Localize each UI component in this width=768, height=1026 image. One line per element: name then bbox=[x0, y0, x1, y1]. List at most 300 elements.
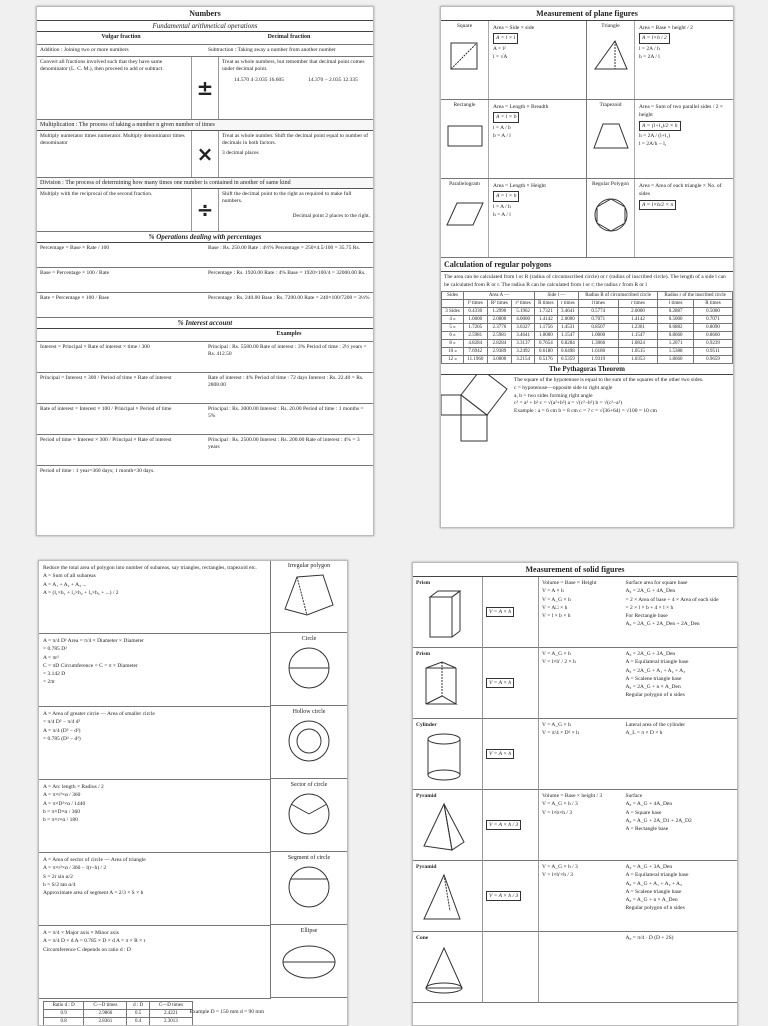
p3-formula-line: A = Sum of all subareas bbox=[43, 573, 96, 580]
pythagoras-example: Example : a = 6 cm b = 8 cm c = ? c = √(36+64) = √100 = 10 cm bbox=[514, 408, 657, 415]
polygon-table-cell: 1.7321 bbox=[534, 308, 557, 316]
polygon-table-cell: 4.8284 bbox=[463, 340, 487, 348]
poly-subheader-cell: l² times bbox=[463, 300, 487, 308]
p3-formula-line: b = π×D×α / 360 bbox=[43, 808, 80, 815]
polygon-table-cell: 0.7071 bbox=[578, 316, 618, 324]
multiplication-left: Multiply numerator times numerator. Multiply denominator times denominator bbox=[40, 132, 185, 147]
polygon-table-cell: 0.4330 bbox=[463, 308, 487, 316]
addition-label-row bbox=[37, 45, 373, 57]
pct-formula: Base = Percentage × 100 / Rate bbox=[40, 269, 110, 276]
polygon-table-cell: 4.0000 bbox=[512, 316, 535, 324]
multiplication-right bbox=[219, 131, 373, 177]
p3-formula-line: A = π×D²×α / 1440 bbox=[43, 800, 86, 807]
solid-volume-box-cell bbox=[483, 790, 539, 861]
p3-formula-line: S = 2r sin α/2 bbox=[43, 873, 73, 880]
divide-icon: ÷ bbox=[191, 189, 219, 231]
p3-figure-name: Sector of circle bbox=[290, 782, 328, 788]
trapezoid-formulas bbox=[635, 100, 733, 178]
interest-title: % Interest account bbox=[37, 318, 373, 329]
volume-formulas bbox=[542, 792, 625, 858]
polygon-table-cell: 0.8660 bbox=[658, 332, 694, 340]
polygon-table-row bbox=[442, 356, 733, 364]
th-radius-R: Radius R of circumscribed circle bbox=[578, 292, 657, 300]
irregular-polygon-icon bbox=[277, 569, 341, 621]
ratio-cell: 0.5 bbox=[127, 1010, 149, 1018]
polygon-table-cell: 1.9319 bbox=[578, 356, 618, 364]
p3-formula-line: = 2πr bbox=[43, 679, 55, 686]
th-sides: Sides bbox=[442, 292, 464, 300]
surface-formulas bbox=[625, 863, 734, 929]
surface-line: A₀ = A_G + 2A_D1 + 2A_D2 bbox=[625, 817, 692, 824]
division-example: Decimal point 2 places to the right. bbox=[292, 213, 370, 220]
p3-formula-line: Reduce the total area of polygon into number of subareas, say triangles, rectangles, trapezoid etc. bbox=[43, 565, 257, 571]
triangle-shape-icon bbox=[591, 35, 631, 75]
polygon-table-cell: 0.9659 bbox=[694, 356, 733, 364]
fig-name: Trapezoid bbox=[599, 102, 622, 108]
fig-formula: l = 2A / h bbox=[639, 45, 660, 52]
p3-formula-cell bbox=[39, 707, 271, 780]
addition-right bbox=[219, 57, 373, 119]
division-right bbox=[219, 189, 373, 231]
fig-formula: A = l × l bbox=[493, 33, 518, 43]
parallelogram-figure bbox=[441, 179, 489, 257]
polygon-table-cell: 3.2492 bbox=[512, 348, 535, 356]
p3-formula-line: C = πD Circumference = C = π × Diameter bbox=[43, 662, 138, 669]
ratio-cell: 2.8361 bbox=[84, 1018, 127, 1026]
p3-formula-line: A = π×r²×α / 360 − l(r−h) / 2 bbox=[43, 865, 107, 872]
rectangle-figure bbox=[441, 100, 489, 178]
polygon-table-cell: 2.8284 bbox=[487, 340, 512, 348]
poly-subheader-cell: R times bbox=[694, 300, 733, 308]
polygon-table-cell: 1.1547 bbox=[557, 332, 578, 340]
page-subtitle: Fundamental arithmetical operations bbox=[37, 21, 373, 32]
p3-formula-cell bbox=[39, 853, 271, 926]
p3-figure-name: Circle bbox=[301, 636, 317, 642]
pythagoras-c: c = hypotenuse—opposite side to right angle bbox=[514, 385, 613, 392]
volume-line: V = A × h bbox=[542, 588, 564, 595]
volume-line: Volume = Base × Height bbox=[542, 580, 597, 586]
solid-figure-cell bbox=[413, 861, 483, 932]
pythagoras-ab: a, b = two sides forming right angle bbox=[514, 392, 593, 399]
multiplication-right-text: Treat as whole number. Shift the decimal point equal to number of decimals in both factors. bbox=[222, 132, 369, 147]
polygon-table-cell: 10 » bbox=[442, 348, 464, 356]
interest-formula: Principal = Interest × 300 / Period of time × Rate of interest bbox=[40, 374, 172, 381]
percentage-title: % Operations dealing with percentages bbox=[37, 232, 373, 243]
polygon-table-cell: 5.1962 bbox=[512, 308, 535, 316]
surface-formulas bbox=[625, 792, 734, 858]
polygon-table-cell: 2.3776 bbox=[487, 324, 512, 332]
interest-row bbox=[37, 342, 373, 373]
pythagoras-equations: c² = a² + b² c = √(a²+b²) a = √(c²−b²) b = √(c²−a²) bbox=[514, 400, 623, 407]
polygon-table-cell: 12 » bbox=[442, 356, 464, 364]
polygon-table-cell: 0.5176 bbox=[534, 356, 557, 364]
solid-name: Pyramid bbox=[416, 793, 437, 799]
fig-area: Area = Length × Breadth bbox=[493, 104, 549, 110]
ratio-row bbox=[44, 1010, 193, 1018]
polygon-table-cell: 6 » bbox=[442, 332, 464, 340]
polygon-table-cell: 1.0353 bbox=[618, 356, 658, 364]
parallelogram-shape-icon bbox=[445, 193, 485, 233]
p3-formula-line: A = πr² bbox=[43, 654, 59, 661]
polygon-table-cell: 0.5000 bbox=[694, 308, 733, 316]
col-decimal: Decimal fraction bbox=[267, 34, 311, 40]
solid-volume-box-cell bbox=[483, 648, 539, 719]
volume-formulas bbox=[542, 934, 625, 1000]
surface-line: A₀ = 2A_G + A₁ + A₂ + A₃ bbox=[625, 667, 685, 674]
trapezoid-figure bbox=[587, 100, 635, 178]
fig-area: Area = Length × Height bbox=[493, 183, 546, 189]
pythagoras-section bbox=[441, 375, 733, 445]
solid-formula-cell bbox=[539, 648, 737, 719]
th-radius-r: Radius r of the inscribed circle bbox=[658, 292, 733, 300]
multiplication-example: 3 decimal places bbox=[222, 150, 259, 157]
polygon-table-cell: 0.6180 bbox=[534, 348, 557, 356]
division-row bbox=[37, 189, 373, 232]
page-title: Numbers bbox=[37, 7, 373, 21]
ratio-body bbox=[44, 1010, 193, 1026]
surface-line: Regular polygon of n sides bbox=[625, 692, 685, 699]
p3-formula-cell bbox=[39, 634, 271, 707]
polygon-table-cell: 1.2361 bbox=[618, 324, 658, 332]
surface-line: A₀ = A_G + A₁ + A₂ + A₃ bbox=[625, 880, 682, 887]
ellipse-example: Example D = 150 mm d = 90 mm bbox=[189, 1009, 264, 1016]
pythagoras-title: The Pythagoras Theorem bbox=[441, 364, 733, 375]
solid-volume-box-cell bbox=[483, 932, 539, 1003]
volume-formulas bbox=[542, 863, 625, 929]
addition-example: 14.570 4·2.035 16.605 bbox=[234, 77, 284, 84]
fig-name: Square bbox=[456, 23, 473, 29]
surface-line: Surface area for square base bbox=[625, 580, 688, 586]
fig-formula: A = l×h / 2 bbox=[639, 33, 670, 43]
volume-line: V = l×h' / 2 × h bbox=[542, 659, 576, 666]
solid-name: Cone bbox=[416, 935, 429, 941]
polygon-table-cell: 1.8660 bbox=[658, 356, 694, 364]
fig-name: Rectangle bbox=[453, 102, 476, 108]
volume-line: V = l×b×h / 3 bbox=[542, 809, 572, 816]
p3-formula-line: A = Area of sector of circle — Area of triangle bbox=[43, 857, 146, 863]
p3-formula-cell bbox=[39, 561, 271, 634]
p3-formula-line: b = π×r×α / 180 bbox=[43, 817, 78, 823]
surface-formulas bbox=[625, 721, 734, 787]
surface-line: A = Equilateral triangle base bbox=[625, 659, 689, 666]
surface-line: Regular polygon of n sides bbox=[625, 905, 685, 912]
addition-row bbox=[37, 57, 373, 120]
p3-formula-line: A = A₁ + A₂ + A₃ ... bbox=[43, 581, 87, 588]
p3-figure-name: Segment of circle bbox=[287, 855, 331, 861]
volume-line: V = A_G × h bbox=[542, 651, 571, 657]
p3-formula-line: A = π/4 D² Area = π/4 × Diameter × Diameter bbox=[43, 638, 144, 644]
square-figure bbox=[441, 21, 489, 99]
p3-figure-cell bbox=[271, 634, 347, 706]
polygon-figure bbox=[587, 179, 635, 257]
surface-line: A₀ = 2A_G + 3A_Den bbox=[625, 651, 676, 657]
interest-row bbox=[37, 435, 373, 466]
p3-formula-line: A = (l₁×h₁ + l₂×h₂ + l₃×h₃ + ...) / 2 bbox=[43, 589, 119, 596]
fig-formula: h = 2A / l bbox=[639, 53, 660, 60]
interest-rows bbox=[37, 342, 373, 466]
solid-name: Prism bbox=[416, 651, 431, 657]
interest-example: Principal : Rs. 5580.00 Rate of interest : 3% Period of time : 2½ years = Rs. 412.50 bbox=[208, 343, 367, 357]
surface-line: A₀ = A_G + 3A_Den bbox=[625, 864, 673, 870]
polygon-table-row bbox=[442, 348, 733, 356]
triangular-prism-icon bbox=[416, 658, 472, 712]
polygon-table-cell: 8 » bbox=[442, 340, 464, 348]
polygon-table-cell: 7.6942 bbox=[463, 348, 487, 356]
volume-line: V = A_G × h / 3 bbox=[542, 801, 578, 808]
interest-formula: Rate of interest = Interest × 100 / Principal × Period of time bbox=[40, 405, 172, 412]
polygon-table-cell: 1.2071 bbox=[658, 340, 694, 348]
fig-formula: A = l² bbox=[493, 45, 506, 52]
volume-formulas bbox=[542, 579, 625, 645]
surface-line: A = Equilateral triangle base bbox=[625, 872, 689, 879]
poly-subheader-cell: R times bbox=[534, 300, 557, 308]
polygon-table-cell: 1.4142 bbox=[618, 316, 658, 324]
surface-line: = 2 × l × b + 4 × l × h bbox=[625, 604, 674, 611]
solid-figure-cell bbox=[413, 648, 483, 719]
volume-line: Volume = Base × height / 3 bbox=[542, 793, 603, 799]
polygon-table bbox=[441, 291, 733, 364]
interest-example: Principal : Rs. 3000.00 Interest : Rs. 20.00 Period of time : 1 months = 5% bbox=[208, 405, 364, 419]
pct-example: Percentage : Rs. 1920.00 Rate : 4% Base = 1920×100/4 = 32000.00 Rs. bbox=[208, 269, 366, 276]
pct-row bbox=[37, 243, 373, 268]
polygon-table-cell: 0.5774 bbox=[578, 308, 618, 316]
circle-icon bbox=[277, 642, 341, 694]
volume-box: V = A × h / 3 bbox=[486, 820, 521, 830]
cylinder-icon bbox=[416, 729, 472, 783]
interest-header-row bbox=[37, 329, 373, 342]
subtraction-example: 14.370 − 2.035 12.335 bbox=[308, 77, 358, 84]
ratio-header-cell: Ratio d : D bbox=[44, 1002, 84, 1010]
surface-line: = 2 × Area of base + 4 × Area of each side bbox=[625, 596, 719, 603]
polygon-table-cell: 0.5359 bbox=[557, 356, 578, 364]
pct-formula: Rate = Percentage × 100 / Base bbox=[40, 294, 110, 301]
fig-name: Regular Polygon bbox=[591, 181, 630, 187]
interest-row bbox=[37, 373, 373, 404]
volume-line: V = l×h'×h / 3 bbox=[542, 872, 573, 879]
polygon-table-cell: 0.6882 bbox=[658, 324, 694, 332]
p3-formula-line: = 0.785 D² bbox=[43, 646, 67, 653]
p3-formula-cell bbox=[39, 926, 271, 999]
solid-formula-cell bbox=[539, 719, 737, 790]
pct-formula: Percentage = Base × Rate / 100 bbox=[40, 244, 110, 251]
column-header-row bbox=[37, 32, 373, 45]
fig-formula: l = 2A/h − l₁ bbox=[639, 141, 667, 147]
volume-box: V = A × h bbox=[486, 749, 514, 759]
polygon-table-cell: 0.9239 bbox=[694, 340, 733, 348]
pct-row bbox=[37, 293, 373, 318]
pyramid-icon bbox=[416, 800, 472, 854]
p3-formula-line: Circumference C depends on ratio d : D bbox=[43, 946, 131, 953]
volume-box: V = A × h bbox=[486, 607, 514, 617]
fig-formula: A = (l+l₁)/2 × h bbox=[639, 121, 681, 131]
polygon-table-cell: 1.1547 bbox=[618, 332, 658, 340]
polygon-table-cell: 3.2154 bbox=[512, 356, 535, 364]
surface-line: A = Square base bbox=[625, 809, 662, 816]
poly-subheader-cell bbox=[442, 300, 464, 308]
ratio-cell: 0.9 bbox=[44, 1010, 84, 1018]
polygon-table-cell: 2.5981 bbox=[463, 332, 487, 340]
poly-subheader-cell: r² times bbox=[512, 300, 535, 308]
solid-figure-cell bbox=[413, 790, 483, 861]
ratio-cell: 2.9866 bbox=[84, 1010, 127, 1018]
p3-figure-cell bbox=[271, 853, 347, 925]
fig-area: Area = Sum of two parallel sides / 2 × height bbox=[639, 104, 723, 119]
fig-formula: h = 2A / (l+l₁) bbox=[639, 132, 671, 139]
polygon-table-cell: 11.1960 bbox=[463, 356, 487, 364]
multiplication-label: Multiplication : The process of taking a number n given number of times bbox=[37, 120, 373, 131]
ellipse-icon bbox=[277, 934, 341, 986]
polygon-table-cell: 1.3066 bbox=[578, 340, 618, 348]
interest-formula: Interest = Principal × Rate of interest × time / 300 bbox=[40, 343, 150, 350]
surface-line: A = Rectangle base bbox=[625, 826, 669, 832]
solid-name: Prism bbox=[416, 580, 431, 586]
polygon-calc-title: Calculation of regular polygons bbox=[441, 258, 733, 272]
fig-formula: l = A / h bbox=[493, 203, 511, 210]
polygon-table-cell: 1.2990 bbox=[487, 308, 512, 316]
division-label: Division : The process of determining how many times one number is contained in another of same kind bbox=[37, 178, 373, 189]
times-icon: × bbox=[191, 131, 219, 177]
p3-formula-line: A = π/4 D × d A = 0.785 × D × d A = π × R × r bbox=[43, 938, 146, 945]
plane-fig-row bbox=[441, 179, 733, 258]
surface-formulas bbox=[625, 934, 734, 1000]
solid-volume-box-cell bbox=[483, 861, 539, 932]
surface-formulas bbox=[625, 650, 734, 716]
fig-formula: b = A / l bbox=[493, 132, 511, 139]
addition-left: Convert all fractions involved such that they have same denominator (L. C. M.), then proceed to add or subtract. bbox=[40, 58, 164, 73]
interest-formula: Period of time = Interest × 300 / Principal × Rate of interest bbox=[40, 436, 172, 443]
poly-subheader-cell: R² times bbox=[487, 300, 512, 308]
polygon-table-cell: 1.0000 bbox=[463, 316, 487, 324]
p3-figure-name: Irregular polygon bbox=[287, 563, 331, 569]
polygon-table-subheader bbox=[442, 300, 733, 308]
surface-line: Lateral area of the cylinder bbox=[625, 722, 686, 728]
polygon-table-cell: 3.6327 bbox=[512, 324, 535, 332]
ratio-cell: 0.8 bbox=[44, 1018, 84, 1026]
addition-right-text: Treat as whole numbers, but remember that decimal point comes under decimal point. bbox=[222, 58, 365, 73]
division-right-text: Shift the decimal point to the right as required to make full numbers. bbox=[222, 190, 352, 205]
page-circles bbox=[38, 560, 348, 1026]
surface-line: A_L = π × D × h bbox=[625, 730, 663, 737]
p3-formula-line: A = π×r²×α / 360 bbox=[43, 792, 81, 799]
p3-formula-line: Approximate area of segment A = 2/3 × S × h bbox=[43, 890, 144, 896]
solid-volume-box-cell bbox=[483, 719, 539, 790]
volume-formulas bbox=[542, 650, 625, 716]
prism-icon bbox=[416, 587, 472, 641]
parallelogram-formulas bbox=[489, 179, 587, 257]
polygon-table-cell: 3.4641 bbox=[557, 308, 578, 316]
polygon-table-cell: 4 » bbox=[442, 316, 464, 324]
polygon-shape-icon bbox=[591, 193, 631, 233]
square-formulas bbox=[489, 21, 587, 99]
polygon-table-cell: 0.8660 bbox=[694, 332, 733, 340]
polygon-table-row bbox=[442, 324, 733, 332]
volume-box: V = A × h bbox=[486, 678, 514, 688]
surface-line: A₀ = A_G + 4A_Den bbox=[625, 801, 673, 808]
polygon-table-cell: 0.8090 bbox=[694, 324, 733, 332]
polygon-table-cell: 3.0000 bbox=[487, 356, 512, 364]
th-area: Area A — bbox=[463, 292, 534, 300]
fig-formula: A = l × h bbox=[493, 191, 519, 201]
fig-name: Triangle bbox=[601, 23, 620, 29]
polygon-formulas bbox=[635, 179, 733, 257]
surface-line: A = Scalene triangle base bbox=[625, 888, 682, 895]
polygon-table-cell: 1.4531 bbox=[557, 324, 578, 332]
fig-formula: l = A / b bbox=[493, 124, 511, 131]
polygon-table-cell: 2.5981 bbox=[487, 332, 512, 340]
polygon-table-cell: 1.4142 bbox=[534, 316, 557, 324]
period-footer: Period of time : 1 year=360 days; 1 month=30 days. bbox=[40, 467, 155, 474]
th-side: Side l — bbox=[534, 292, 578, 300]
ratio-cell: 2.4221 bbox=[149, 1010, 192, 1018]
pythagoras-text bbox=[511, 375, 706, 445]
plane-fig-row bbox=[441, 100, 733, 179]
hollow-circle-icon bbox=[277, 715, 341, 767]
surface-line: A₀ = A_G + n × A_Den bbox=[625, 897, 678, 903]
sector-icon bbox=[277, 788, 341, 840]
p3-figure-cell bbox=[271, 926, 347, 998]
fig-formula: l = √A bbox=[493, 53, 508, 60]
multiplication-row bbox=[37, 131, 373, 178]
p3-formula-line: A = π/4 × Major axis × Minor axis bbox=[43, 930, 119, 936]
polygon-table-cell: 1.1756 bbox=[534, 324, 557, 332]
surface-formulas bbox=[625, 579, 734, 645]
solid-volume-box-cell bbox=[483, 577, 539, 648]
volume-line: V = A□ × h bbox=[542, 604, 568, 611]
polygon-table-cell: 0.6498 bbox=[557, 348, 578, 356]
solid-name: Pyramid bbox=[416, 864, 437, 870]
polygon-table-cell: 3.3137 bbox=[512, 340, 535, 348]
solid-figure-cell bbox=[413, 932, 483, 1003]
ratio-header-cell: d : D bbox=[127, 1002, 149, 1010]
fig-name: Parallelogram bbox=[449, 181, 480, 187]
polygon-table-cell: 0.9511 bbox=[694, 348, 733, 356]
polygon-table-cell: 0.7071 bbox=[694, 316, 733, 324]
polygon-table-cell: 1.5388 bbox=[658, 348, 694, 356]
polygon-table-cell: 5 » bbox=[442, 324, 464, 332]
segment-icon bbox=[277, 861, 341, 913]
page-title: Measurement of plane figures bbox=[441, 7, 733, 21]
interest-example: Rate of interest : 4% Period of time : 72 days Interest : Rs. 22.40 = Rs. 2808.00 bbox=[208, 374, 364, 388]
pythagoras-squares-icon bbox=[441, 375, 511, 445]
polygon-table-cell: 3 Sides bbox=[442, 308, 464, 316]
addition-label: Addition : Joining two or more numbers bbox=[40, 46, 129, 53]
fig-formula: A = l×h/2 × n bbox=[639, 200, 676, 210]
cone-icon bbox=[416, 942, 472, 996]
solid-figure-cell bbox=[413, 719, 483, 790]
polygon-table-row bbox=[442, 308, 733, 316]
polygon-table-row bbox=[442, 316, 733, 324]
p3-formula-line: = 0.785 (D² − d²) bbox=[43, 735, 81, 742]
pct-example: Percentage : Rs. 240.00 Base : Rs. 7200.00 Rate = 240×100/7200 = 3⅓% bbox=[208, 294, 370, 301]
polygon-table-row bbox=[442, 340, 733, 348]
poly-subheader-cell: l times bbox=[658, 300, 694, 308]
volume-box: V = A × h / 3 bbox=[486, 891, 521, 901]
interest-example: Principal : Rs. 2500.00 Interest : Rs. 200.00 Rate of interest : 4% = 3 years bbox=[208, 436, 360, 450]
surface-line: A₀ = 2A_G + n × A_Den bbox=[625, 684, 681, 690]
subtraction-label: Subtraction : Taking away a number from another number bbox=[208, 46, 336, 53]
volume-line: V = π/4 × D² × h bbox=[542, 730, 579, 737]
polygon-table-cell: 0.2887 bbox=[658, 308, 694, 316]
ratio-header-cell: C—D times bbox=[149, 1002, 192, 1010]
solid-formula-cell bbox=[539, 790, 737, 861]
polygon-table-cell: 1.0000 bbox=[578, 332, 618, 340]
surface-line: For Rectangle base bbox=[625, 613, 668, 619]
surface-line: A₀ = 2A_G + 4A_Den bbox=[625, 588, 676, 595]
ratio-header-cell: C—D times bbox=[84, 1002, 127, 1010]
page-numbers bbox=[36, 6, 374, 536]
p3-formula-line: A = π/4 (D² − d²) bbox=[43, 727, 81, 734]
polygon-calc-text: The area can be calculated from l or R (radius of circumscribed circle) or r (radius of inscribed circle). The length of a side l can be calculated from R or r. The radius R can be calculated from l or r; the radius r from R or l bbox=[444, 274, 726, 288]
